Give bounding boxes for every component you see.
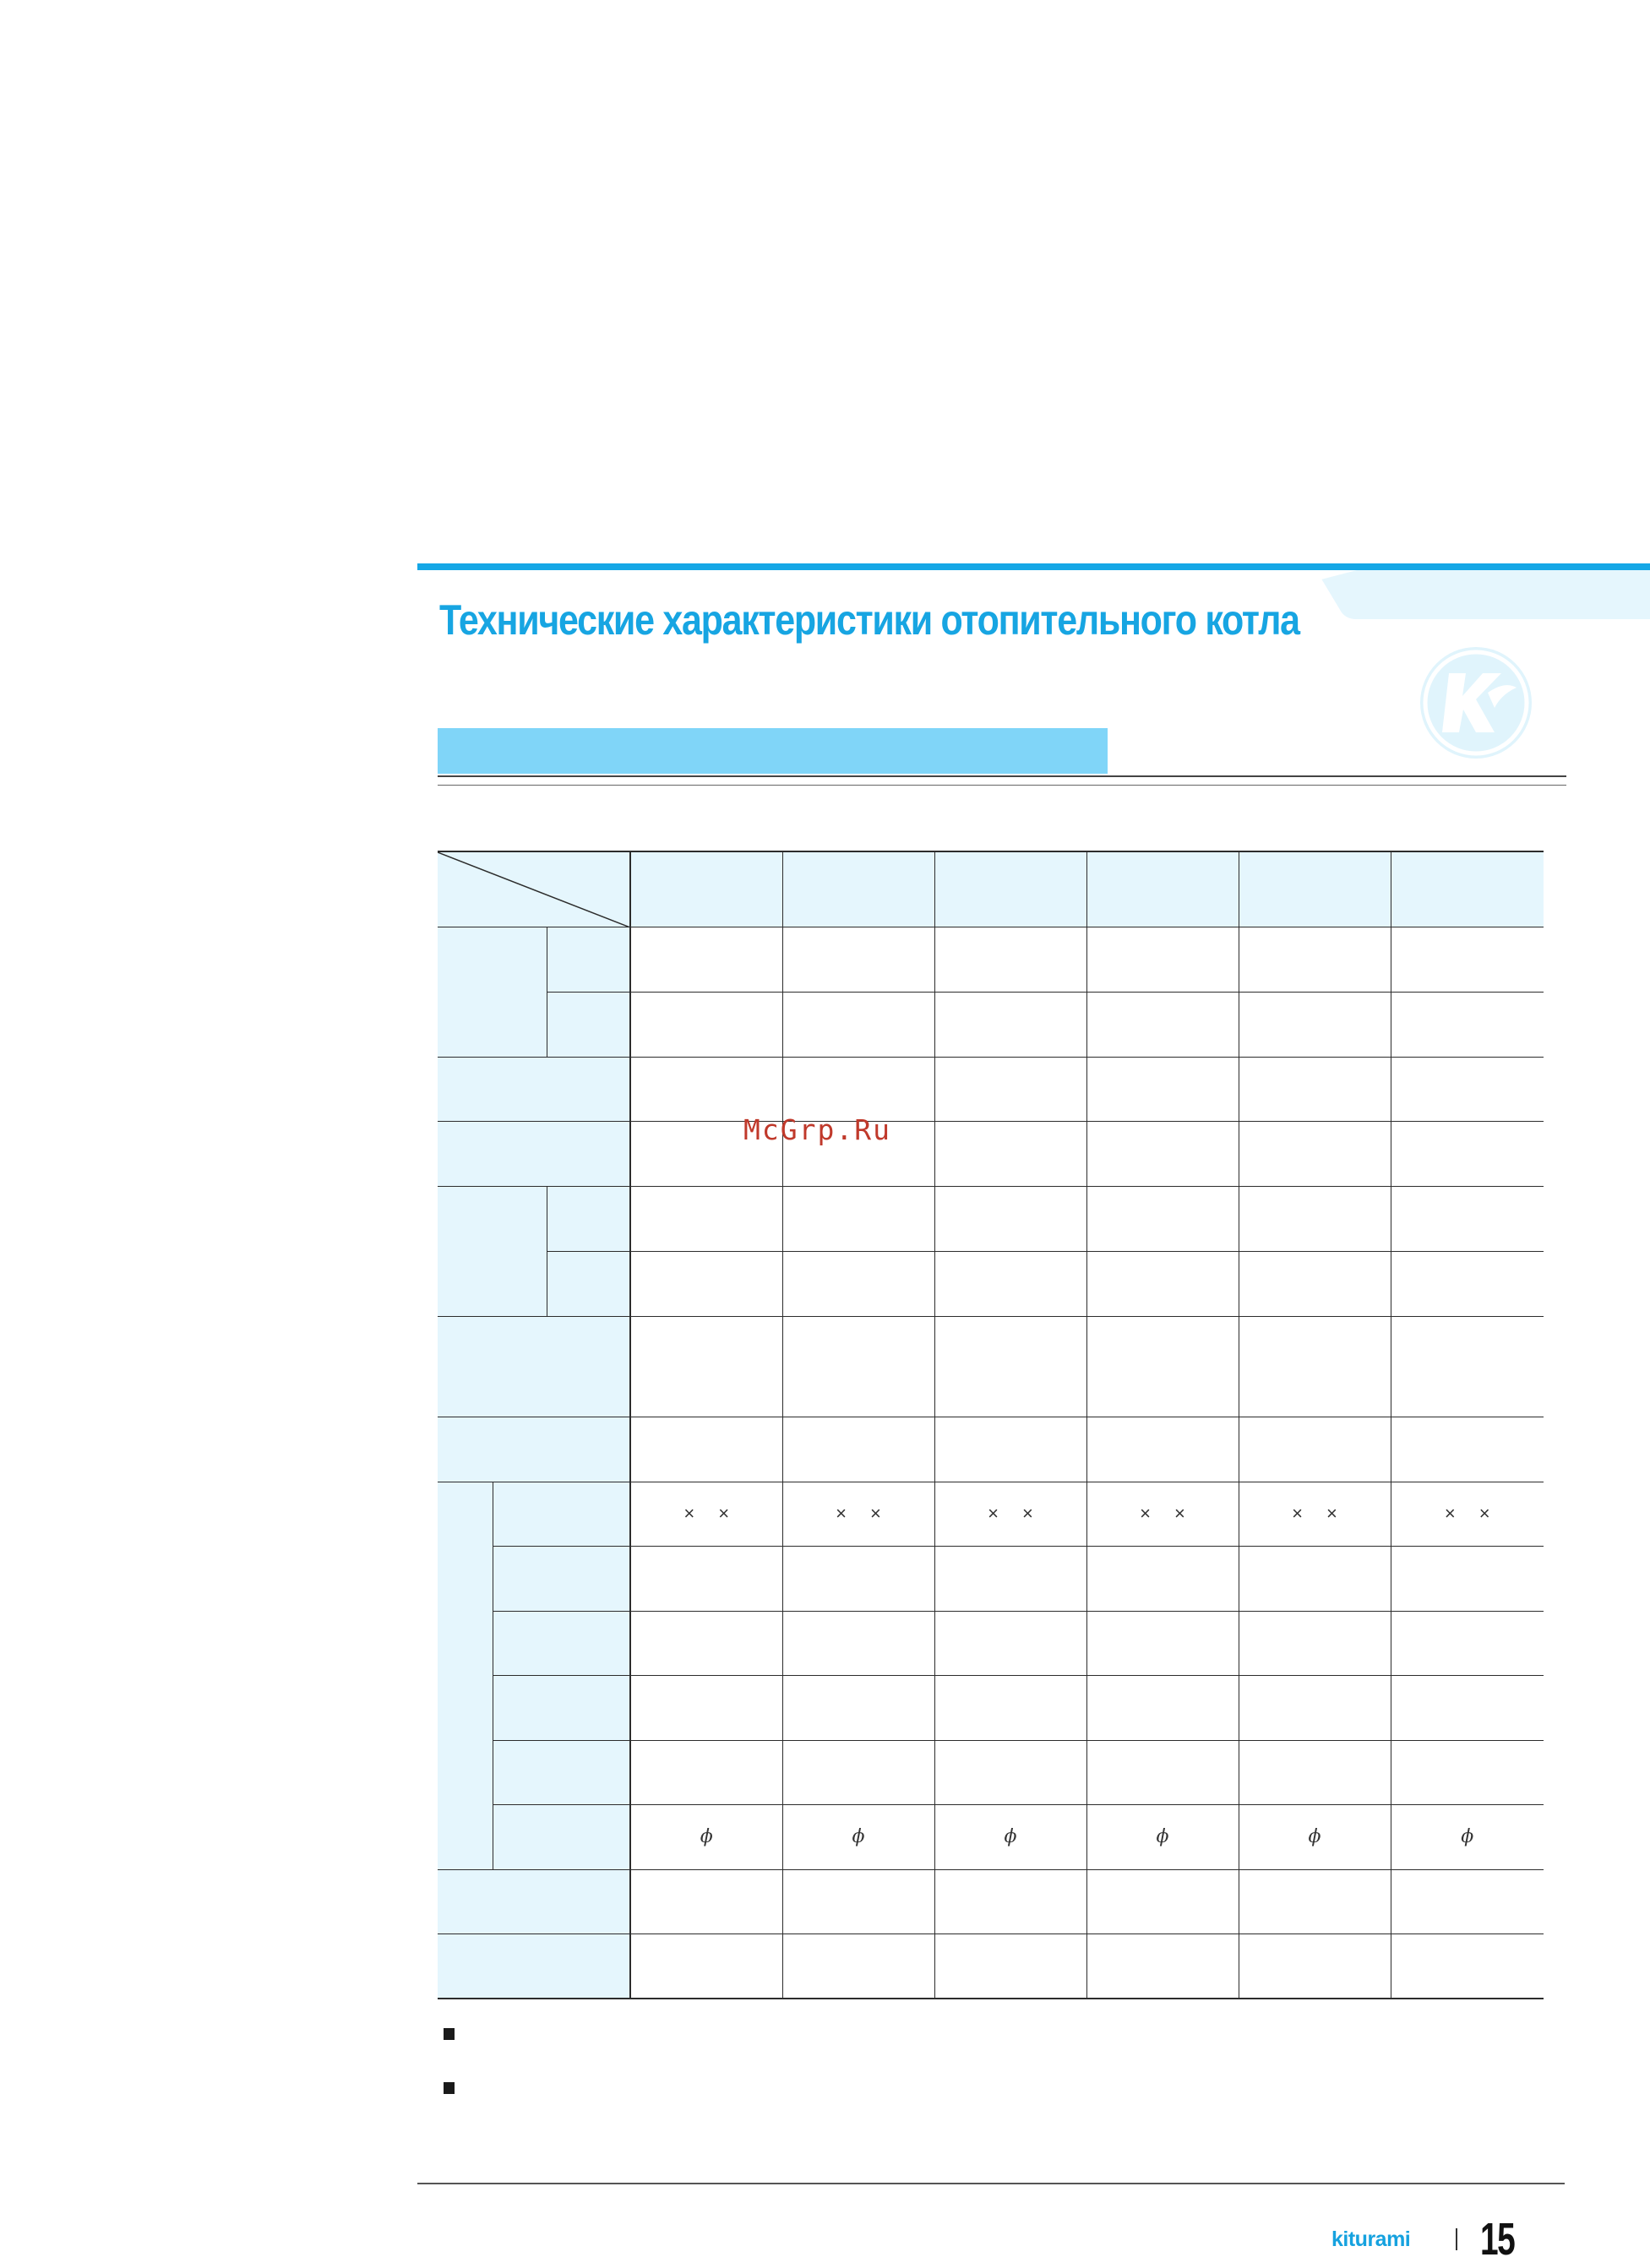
table-cell <box>934 1869 1086 1934</box>
table-cell <box>630 1546 782 1611</box>
table-cell <box>1086 1316 1239 1417</box>
dimension-cell: × × <box>1086 1482 1239 1546</box>
table-cell <box>782 1316 934 1417</box>
table-cell <box>1391 1934 1544 1999</box>
table-cell <box>934 1057 1086 1121</box>
note-bullet-icon <box>444 2028 455 2040</box>
table-cell <box>1239 1546 1391 1611</box>
table-cell <box>630 1186 782 1251</box>
table-cell <box>934 1186 1086 1251</box>
dimension-cell: × × <box>782 1482 934 1546</box>
row-label-group-2 <box>438 1186 547 1316</box>
row-sublabel <box>493 1740 630 1804</box>
table-cell <box>1086 927 1239 992</box>
row-sublabel <box>547 1251 630 1316</box>
page-number: 15 <box>1480 2214 1515 2265</box>
table-cell <box>934 992 1086 1057</box>
table-cell <box>782 1251 934 1316</box>
table-cell <box>1239 1869 1391 1934</box>
table-cell <box>782 1057 934 1121</box>
model-header-4 <box>1086 851 1239 927</box>
row-label <box>438 1934 630 1999</box>
table-cell <box>630 1251 782 1316</box>
table-cell <box>1391 1316 1544 1417</box>
table-cell <box>934 1316 1086 1417</box>
table-row <box>438 927 1544 992</box>
table-cell <box>1239 992 1391 1057</box>
diameter-cell: ϕ <box>1086 1804 1239 1869</box>
table-cell <box>1086 1611 1239 1675</box>
section-band <box>438 728 1108 774</box>
table-cell <box>1086 1546 1239 1611</box>
table-cell <box>1391 992 1544 1057</box>
table-cell <box>1239 1186 1391 1251</box>
table-cell <box>782 992 934 1057</box>
table-cell <box>934 927 1086 992</box>
table-cell <box>1391 1869 1544 1934</box>
model-header-5 <box>1239 851 1391 927</box>
table-cell <box>1086 1675 1239 1740</box>
table-cell <box>934 1251 1086 1316</box>
row-sublabel <box>493 1675 630 1740</box>
table-cell <box>1239 1740 1391 1804</box>
table-cell <box>782 1869 934 1934</box>
table-cell <box>782 1675 934 1740</box>
table-row <box>438 1675 1544 1740</box>
table-cell <box>1086 992 1239 1057</box>
row-sublabel <box>493 1546 630 1611</box>
note-bullet-icon <box>444 2082 455 2094</box>
table-row <box>438 1417 1544 1482</box>
table-row <box>438 992 1544 1057</box>
table-cell <box>1391 1251 1544 1316</box>
table-cell <box>630 1869 782 1934</box>
model-header-1 <box>630 851 782 927</box>
footer-rule <box>417 2183 1565 2184</box>
table-cell <box>1086 1869 1239 1934</box>
table-cell <box>1391 1057 1544 1121</box>
diameter-cell: ϕ <box>1239 1804 1391 1869</box>
table-cell <box>1391 927 1544 992</box>
section-rule-thin <box>438 785 1566 786</box>
table-cell <box>630 1057 782 1121</box>
table-cell <box>1086 1251 1239 1316</box>
row-sublabel <box>493 1611 630 1675</box>
table-cell <box>1086 1121 1239 1186</box>
table-cell <box>934 1546 1086 1611</box>
row-sublabel <box>547 927 630 992</box>
diameter-cell: ϕ <box>782 1804 934 1869</box>
dimension-cell: × × <box>1239 1482 1391 1546</box>
corner-header-cell <box>438 851 630 927</box>
table-row <box>438 1934 1544 1999</box>
row-sublabel <box>547 992 630 1057</box>
row-label-group-1 <box>438 927 547 1057</box>
table-cell <box>934 1740 1086 1804</box>
table-cell <box>1391 1186 1544 1251</box>
table-cell <box>1391 1417 1544 1482</box>
table-cell <box>782 1934 934 1999</box>
table-cell <box>934 1934 1086 1999</box>
table-cell <box>1239 927 1391 992</box>
diameter-cell: ϕ <box>630 1804 782 1869</box>
diameter-cell: ϕ <box>1391 1804 1544 1869</box>
dimension-cell: × × <box>630 1482 782 1546</box>
row-sublabel <box>547 1186 630 1251</box>
table-cell <box>1086 1934 1239 1999</box>
row-label-group-3 <box>438 1482 493 1869</box>
table-cell <box>1239 1934 1391 1999</box>
table-cell <box>1086 1740 1239 1804</box>
table-cell <box>1239 1611 1391 1675</box>
table-cell <box>1239 1316 1391 1417</box>
table-row <box>438 1057 1544 1121</box>
table-row <box>438 1121 1544 1186</box>
table-cell <box>782 1186 934 1251</box>
spec-table <box>438 851 1544 1999</box>
footer-divider <box>1456 2228 1457 2250</box>
table-row <box>438 1740 1544 1804</box>
table-cell <box>1239 1417 1391 1482</box>
table-cell <box>934 1417 1086 1482</box>
table-cell <box>1391 1740 1544 1804</box>
model-header-2 <box>782 851 934 927</box>
table-cell <box>934 1675 1086 1740</box>
dimension-cell: × × <box>934 1482 1086 1546</box>
row-sublabel <box>493 1804 630 1869</box>
table-cell <box>782 1546 934 1611</box>
table-row <box>438 1186 1544 1251</box>
table-cell <box>630 992 782 1057</box>
page-title: Технические характеристики отопительного котла <box>439 596 1299 644</box>
watermark-text: McGrp.Ru <box>743 1113 891 1146</box>
table-cell <box>782 1417 934 1482</box>
kiturami-logo-icon <box>1417 644 1535 766</box>
diameter-cell: ϕ <box>934 1804 1086 1869</box>
table-cell <box>630 1316 782 1417</box>
table-cell <box>782 1740 934 1804</box>
table-row <box>438 1611 1544 1675</box>
table-cell <box>1239 1251 1391 1316</box>
model-header-6 <box>1391 851 1544 927</box>
row-label <box>438 1121 630 1186</box>
table-cell <box>630 1417 782 1482</box>
table-cell <box>782 927 934 992</box>
table-cell <box>1391 1611 1544 1675</box>
table-cell <box>630 1740 782 1804</box>
table-row <box>438 1869 1544 1934</box>
table-cell <box>1086 1417 1239 1482</box>
table-cell <box>1239 1121 1391 1186</box>
table-cell <box>630 1675 782 1740</box>
row-label <box>438 1057 630 1121</box>
table-row <box>438 1546 1544 1611</box>
table-cell <box>1391 1546 1544 1611</box>
table-cell <box>630 1611 782 1675</box>
table-cell <box>1239 1057 1391 1121</box>
table-row <box>438 1316 1544 1417</box>
table-cell <box>1239 1675 1391 1740</box>
table-cell <box>1391 1121 1544 1186</box>
row-sublabel <box>493 1482 630 1546</box>
table-cell <box>934 1121 1086 1186</box>
table-cell <box>1086 1057 1239 1121</box>
table-row <box>438 1251 1544 1316</box>
section-rule <box>438 775 1566 777</box>
table-cell <box>1391 1675 1544 1740</box>
table-cell <box>630 927 782 992</box>
table-row <box>438 1804 1544 1869</box>
table-row <box>438 1482 1544 1546</box>
table-cell <box>934 1611 1086 1675</box>
row-label <box>438 1316 630 1417</box>
header-rule <box>417 563 1650 570</box>
table-cell <box>1086 1186 1239 1251</box>
row-label <box>438 1417 630 1482</box>
model-header-3 <box>934 851 1086 927</box>
dimension-cell: × × <box>1391 1482 1544 1546</box>
row-label <box>438 1869 630 1934</box>
brand-logo: kiturami <box>1331 2227 1411 2251</box>
table-cell <box>782 1611 934 1675</box>
table-cell <box>630 1934 782 1999</box>
